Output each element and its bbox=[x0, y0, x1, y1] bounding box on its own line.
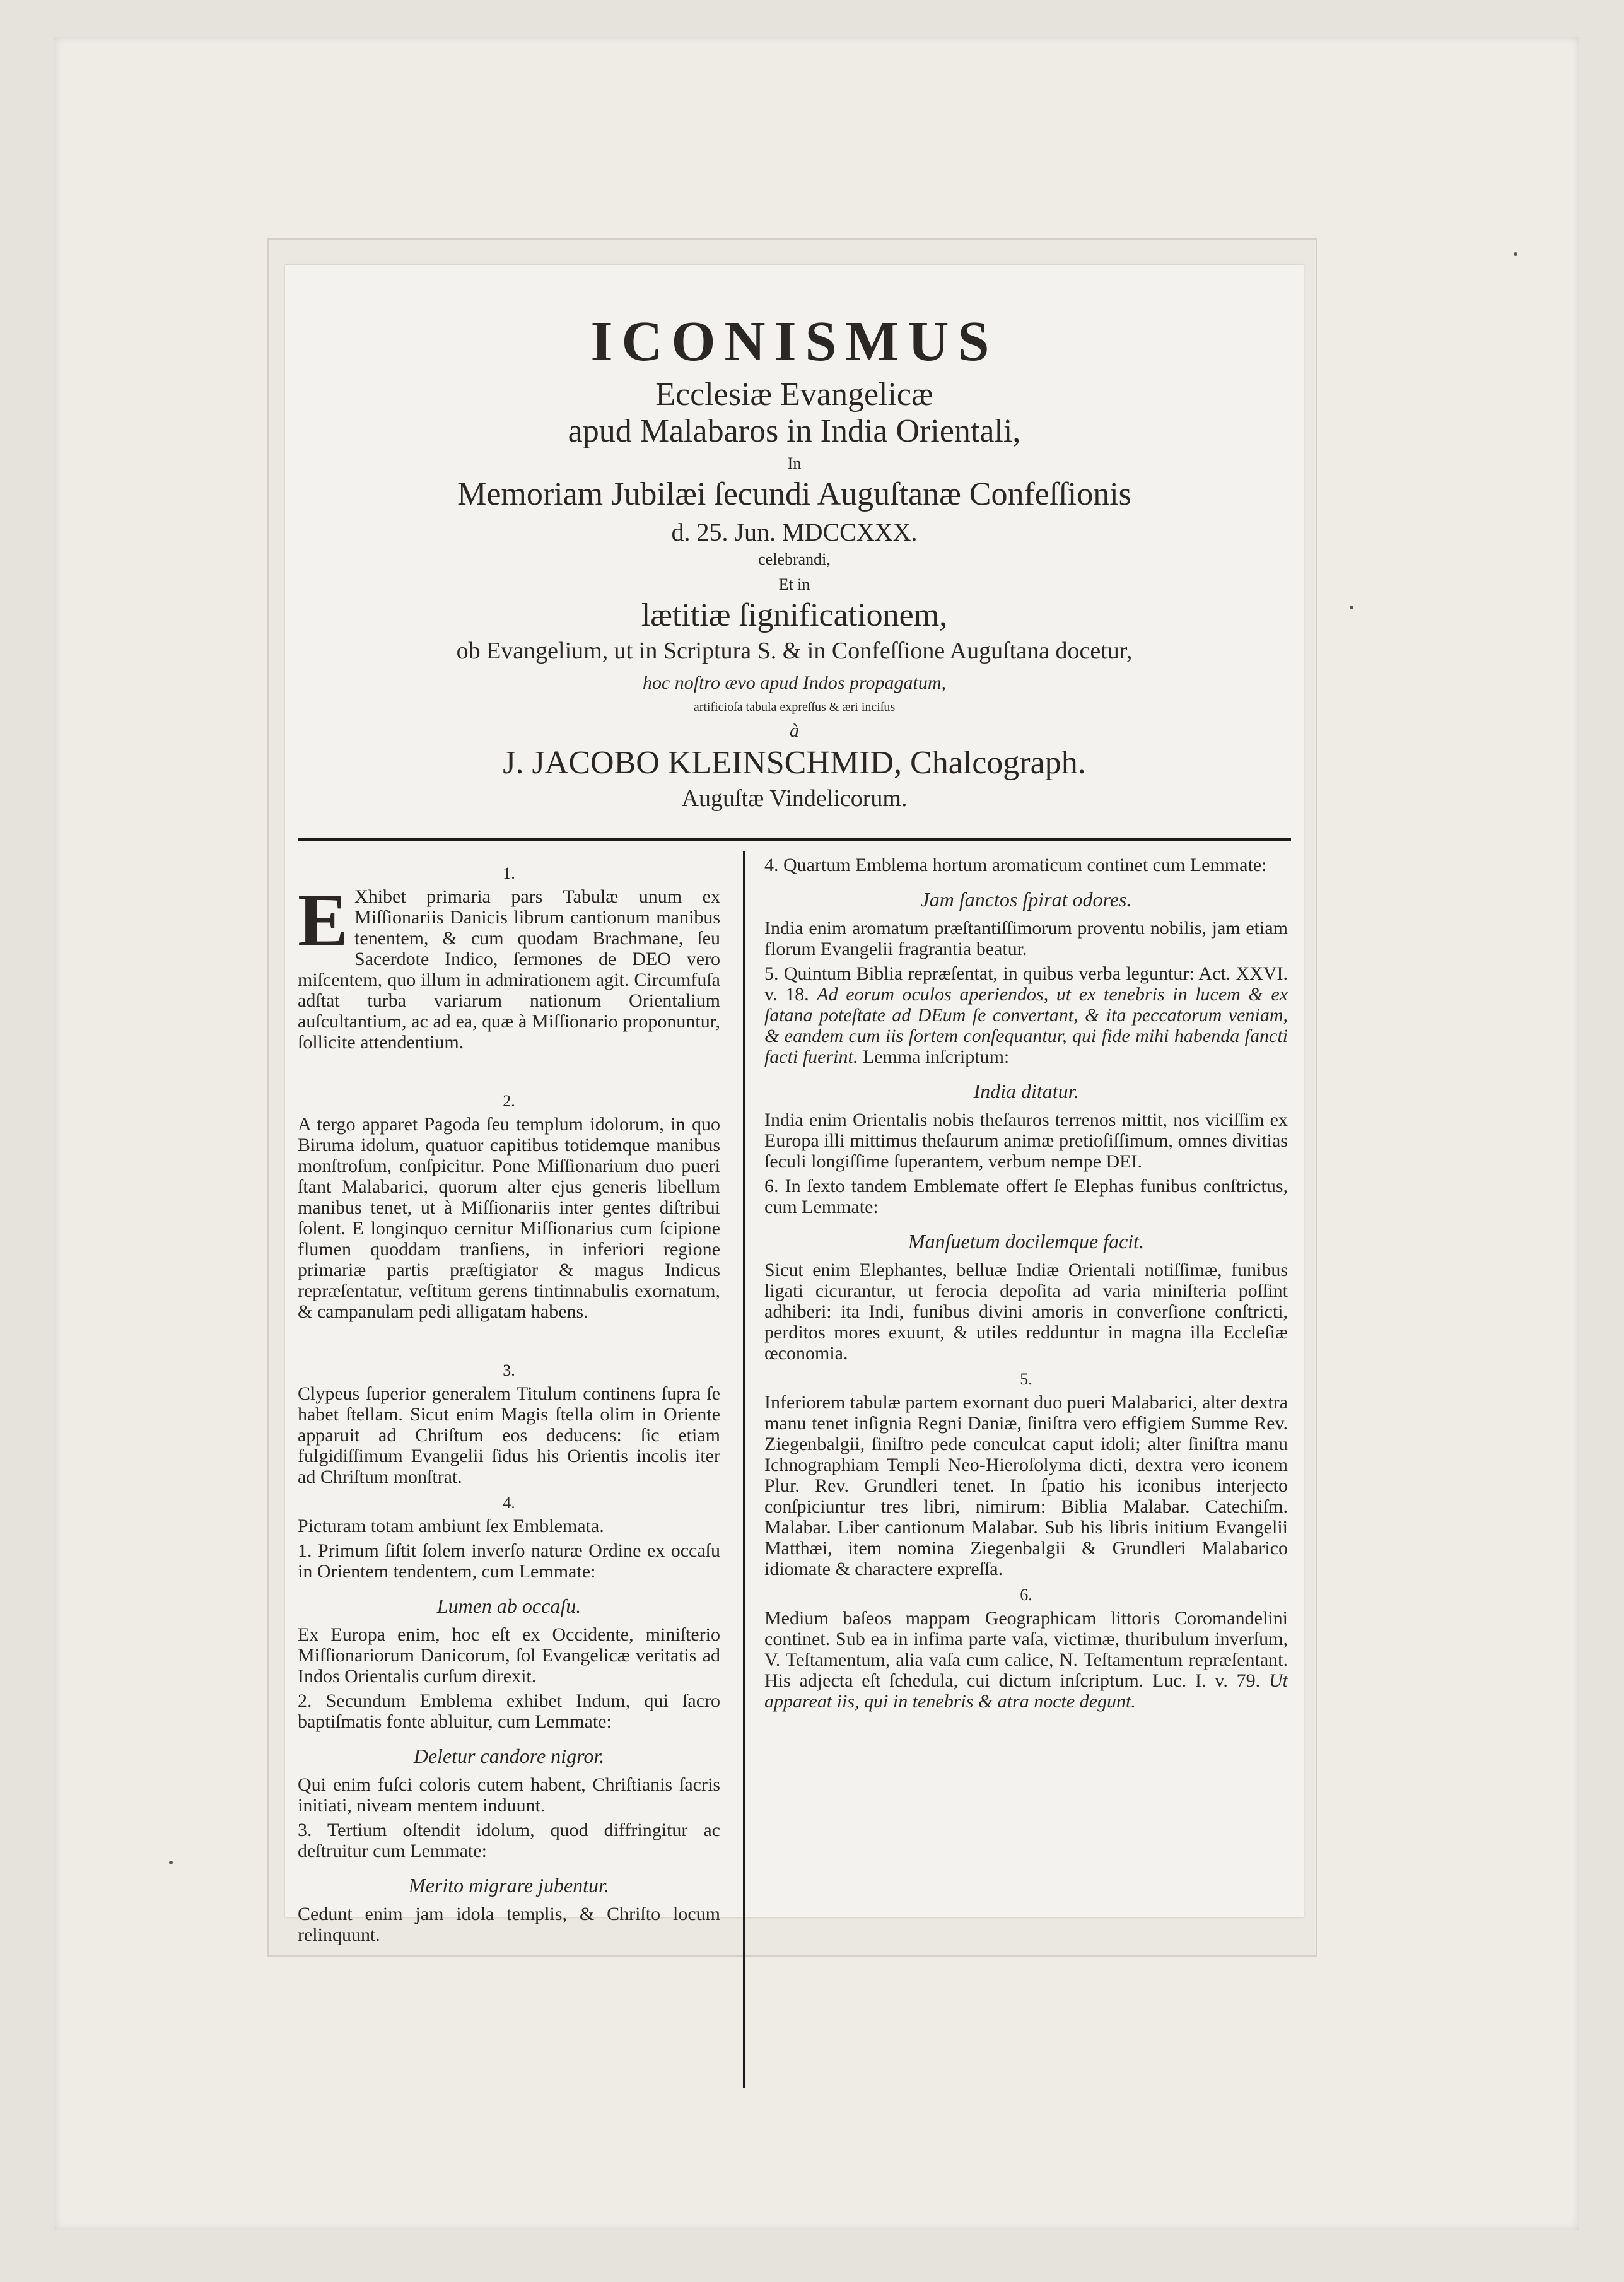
column-divider bbox=[743, 851, 745, 2088]
paragraph-text: 5. Quintum Biblia repræſentat, in quibus verba leguntur: Act. XXVI. v. 18. bbox=[764, 963, 1288, 1005]
place-line: Auguſtæ Vindelicorum. bbox=[681, 785, 908, 812]
lemma: Lumen ab occaſu. bbox=[436, 1594, 581, 1617]
section-number: 5. bbox=[1020, 1370, 1032, 1388]
paragraph: Ex Europa enim, hoc eſt ex Occidente, miniſterio Miſſionariorum Danicorum, ſol Evangelicæ veritatis ad Indos Orientalis curſum direxit. bbox=[298, 1624, 720, 1687]
paragraph: A tergo apparet Pagoda ſeu templum idolorum, in quo Biruma idolum, quatuor capitibus totidemque manibus monſtroſum, conſpicitur. Pone Miſſionarium duo pueri ſtant Malabarici, quorum alter ejus generis libellum manibus tenet, ut à Miſſionariis inter gentes diſtribui ſolent. E longinquo cernitur Miſſionarius cum ſcipione flumen quoddam tranſiens, in inferiori regione primariæ partis præſtigiator & magus Indicus repræſentatur, veſtitum gerens tintinnabulis exornatum, & campanulam pedi alligatam habens. bbox=[298, 1114, 720, 1322]
paragraph-text: Lemma inſcriptum: bbox=[862, 1046, 1010, 1067]
section-number: 6. bbox=[1020, 1586, 1032, 1604]
subtitle-line-9: ob Evangelium, ut in Scriptura S. & in Confeſſione Auguſtana docetur, bbox=[456, 638, 1133, 664]
left-column bbox=[298, 858, 720, 1949]
subtitle-line-6: celebrandi, bbox=[758, 550, 831, 568]
lemma: India ditatur. bbox=[973, 1080, 1079, 1103]
paragraph: Cedunt enim jam idola templis, & Chriſto locum relinquunt. bbox=[298, 1904, 720, 1945]
paragraph: 2. Secundum Emblema exhibet Indum, qui ſacro baptiſmatis fonte abluitur, cum Lemmate: bbox=[298, 1690, 720, 1732]
paragraph-text: Xhibet primaria pars Tabulæ unum ex Miſſionariis Danicis librum cantionum manibus tenentem, & cum quodam Brachmane, ſeu Sacerdote Indico, ſermones de DEO vero miſcentem, quo illum in admirationem agit. Circumfuſa adſtat turba variarum nationum Orientalium auſcultantium, ac ad ea, quæ à Miſſionario proponuntur, ſollicite attendentium. bbox=[298, 886, 720, 1053]
subtitle-line-10: hoc noſtro ævo apud Indos propagatum, bbox=[642, 672, 947, 693]
spacer bbox=[298, 1056, 720, 1085]
right-column bbox=[764, 855, 1288, 1716]
scripture-quote: Ad eorum oculos aperiendos, ut ex tenebris in lucem & ex ſatana poteſtate ad DEum ſe convertant, & ita peccatorum veniam, & eandem cum iis ſortem conſequantur, qui fide mihi habenda ſancti facti fuerint. bbox=[764, 984, 1288, 1067]
subtitle-line-3: In bbox=[787, 454, 802, 472]
lemma: Manſuetum docilemque facit. bbox=[908, 1230, 1145, 1253]
lemma: Jam ſanctos ſpirat odores. bbox=[920, 888, 1132, 911]
subtitle-line-1: Ecclesiæ Evangelicæ bbox=[655, 377, 933, 413]
paragraph: 4. Quartum Emblema hortum aromaticum continet cum Lemmate: bbox=[764, 855, 1267, 875]
section-number: 4. bbox=[503, 1494, 515, 1512]
author-line: J. JACOBO KLEINSCHMID, Chalcograph. bbox=[503, 745, 1086, 781]
paragraph bbox=[764, 1608, 1288, 1712]
subtitle-line-5: d. 25. Jun. MDCCXXX. bbox=[671, 518, 918, 546]
paragraph: India enim aromatum præſtantiſſimorum proventu nobilis, jam etiam florum Evangelii fragrantia beatur. bbox=[764, 918, 1288, 959]
subtitle-line-4: Memoriam Jubilæi ſecundi Auguſtanæ Confeſſionis bbox=[457, 476, 1131, 512]
header-rule bbox=[298, 838, 1291, 841]
section-number: 1. bbox=[503, 864, 515, 882]
paragraph: Clypeus ſuperior generalem Titulum continens ſupra ſe habet ſtellam. Sicut enim Magis ſtella olim in Oriente apparuit ad Chriſtum eos deducens: ſic etiam fulgidiſſimum Evangelii ſidus his Orientis incolis iter ad Chriſtum monſtrat. bbox=[298, 1383, 720, 1487]
page-title: ICONISMUS bbox=[590, 310, 998, 373]
subtitle-line-2: apud Malabaros in India Orientali, bbox=[568, 413, 1021, 449]
paragraph: Picturam totam ambiunt ſex Emblemata. bbox=[298, 1516, 604, 1536]
paragraph bbox=[764, 963, 1288, 1067]
lemma: Merito migrare jubentur. bbox=[409, 1874, 609, 1897]
paper-speck bbox=[1514, 252, 1517, 256]
paragraph-text: Medium baſeos mappam Geographicam littoris Coromandelini continet. Sub ea in infima parte vaſa, victimæ, thuribulum inverſum, V. Teſtamentum, alia vaſa cum calice, N. Teſtamentum repræſentant. His adjecta eſt ſchedula, cui dictum inſcriptum. Luc. I. v. 79. bbox=[764, 1608, 1288, 1691]
lemma: Deletur candore nigror. bbox=[413, 1745, 605, 1767]
spacer bbox=[298, 1326, 720, 1355]
scripture-quote: Ut appareat iis, qui in tenebris & atra nocte degunt. bbox=[764, 1670, 1288, 1712]
subtitle-line-8: lætitiæ ſignificationem, bbox=[641, 597, 948, 633]
subtitle-line-11: artificioſa tabula expreſſus & æri inciſus bbox=[693, 700, 896, 714]
subtitle-line-7: Et in bbox=[778, 575, 810, 594]
section-number: 3. bbox=[503, 1361, 515, 1379]
paper-speck bbox=[169, 1861, 173, 1864]
paragraph: 1. Primum ſiſtit ſolem inverſo naturæ Ordine ex occaſu in Orientem tendentem, cum Lemmate: bbox=[298, 1540, 720, 1582]
paragraph: 3. Tertium oſtendit idolum, quod diffringitur ac deſtruitur cum Lemmate: bbox=[298, 1820, 720, 1861]
printed-sheet bbox=[285, 265, 1304, 1945]
paragraph: 6. In ſexto tandem Emblemate offert ſe Elephas funibus conſtrictus, cum Lemmate: bbox=[764, 1176, 1288, 1217]
section-number: 2. bbox=[503, 1092, 515, 1110]
paragraph bbox=[298, 878, 720, 1053]
drop-cap: E bbox=[298, 878, 349, 962]
subtitle-line-12: à bbox=[790, 720, 799, 741]
paragraph: India enim Orientalis nobis theſauros terrenos mittit, nos viciſſim ex Europa illi mittimus theſaurum animæ pretioſiſſimum, omnes divitias ſeculi longiſſime ſuperantem, verbum nempe DEI. bbox=[764, 1109, 1288, 1172]
paper-speck bbox=[1350, 606, 1353, 609]
paragraph: Sicut enim Elephantes, belluæ Indiæ Orientali notiſſimæ, funibus ligati cicurantur, ut ferocia depoſita ad varia miniſteria poſſint adhiberi: ita Indi, funibus divini amoris in converſione conſtricti, perditos mores exuunt, & utiles redduntur in magna illa Eccleſiæ œconomia. bbox=[764, 1260, 1288, 1364]
paragraph: Inferiorem tabulæ partem exornant duo pueri Malabarici, alter dextra manu tenet inſignia Regni Daniæ, ſiniſtra vero effigiem Summe Rev. Ziegenbalgii, ſiniſtro pede conculcat caput idoli; alter ſiniſtra manu Ichnographiam Templi Neo-Hieroſolyma dicti, dextra vero iconem Plur. Rev. Grundleri tenet. In ſpatio his iconibus interjecto conſpiciuntur tres libri, nimirum: Biblia Malabar. Catechiſm. Malabar. Liber cantionum Malabar. Sub his libris initium Evangelii Matthæi, item nomina Ziegenbalgii & Grundleri Malabarico idiomate & charactere expreſſa. bbox=[764, 1392, 1288, 1579]
paragraph: Qui enim fuſci coloris cutem habent, Chriſtianis ſacris initiati, niveam mentem induunt. bbox=[298, 1774, 720, 1816]
